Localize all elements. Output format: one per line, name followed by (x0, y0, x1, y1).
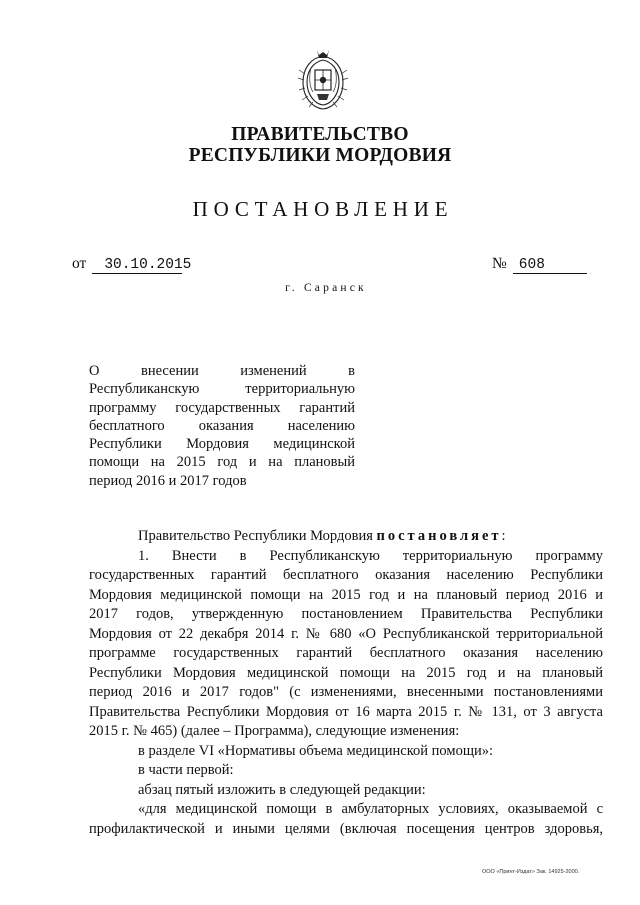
subject-line: период 2016 и 2017 годов (89, 472, 247, 489)
body-line: Правительства Республики Мордовия от 16 марта 2015 г. № 131, от 3 августа (89, 703, 603, 720)
subject-line: бесплатного оказания населению (89, 417, 355, 434)
subject-line: программу государственных гарантий (89, 399, 355, 416)
body-intro-line (89, 527, 603, 547)
body-line: Республики Мордовия медицинской помощи на 2015 год и на плановый (89, 664, 603, 681)
subject-line: О внесении изменений в (89, 363, 355, 379)
body-line: в части первой: (138, 762, 234, 778)
number-label: № (492, 255, 507, 272)
body-line: 2017 годов, утвержденную постановлением Правительства Республики (89, 606, 603, 622)
body-line: 1. Внести в Республиканскую территориальную программу (138, 547, 603, 564)
body-line: «для медицинской помощи в амбулаторных условиях, оказываемой с (138, 801, 603, 817)
decree-colon: : (501, 528, 506, 544)
body-line: в разделе VI «Нормативы объема медицинской помощи»: (138, 742, 494, 759)
body-line: государственных гарантий бесплатного оказания населению Республики (89, 567, 603, 583)
coat-of-arms-emblem (297, 46, 349, 112)
document-type: ПОСТАНОВЛЕНИЕ (192, 197, 454, 221)
city: г. Саранск (285, 282, 367, 294)
body-line: абзац пятый изложить в следующей редакции: (138, 781, 426, 798)
number-row (492, 255, 587, 274)
org-name-line1: ПРАВИТЕЛЬСТВО (231, 124, 409, 145)
body-line: Мордовия от 22 декабря 2014 г. № 680 «О Республиканской территориальной (89, 625, 603, 642)
body-line: профилактической и иными целями (включая посещения центров здоровья, (89, 820, 603, 837)
body-line: программе государственных гарантий бесплатного оказания населению (89, 645, 603, 661)
body-line: 2015 г. № 465) (далее – Программа), следующие изменения: (89, 723, 460, 739)
subject-block (89, 362, 355, 490)
number-value: 608 (513, 258, 587, 274)
body-line: период 2016 и 2017 годов" (с изменениями, внесенными постановлениями (89, 684, 603, 700)
subject-line: помощи на 2015 год и на плановый (89, 454, 355, 471)
decree-word: постановляет (376, 528, 502, 544)
body-text (89, 527, 603, 839)
org-name-line2: РЕСПУБЛИКИ МОРДОВИЯ (188, 145, 452, 166)
subject-line: Республики Мордовия медицинской (89, 436, 355, 453)
body-intro: Правительство Республики Мордовия (138, 528, 377, 544)
date-value: 30.10.2015 (92, 258, 182, 274)
subject-line: Республиканскую территориальную (89, 381, 355, 398)
body-line: Мордовия медицинской помощи на 2015 год и на плановый период 2016 и (89, 586, 603, 603)
date-row (72, 255, 192, 274)
date-label: от (72, 255, 87, 272)
print-footer: ООО «Принт-Издат» Зак. 14925-2000. (482, 869, 580, 875)
